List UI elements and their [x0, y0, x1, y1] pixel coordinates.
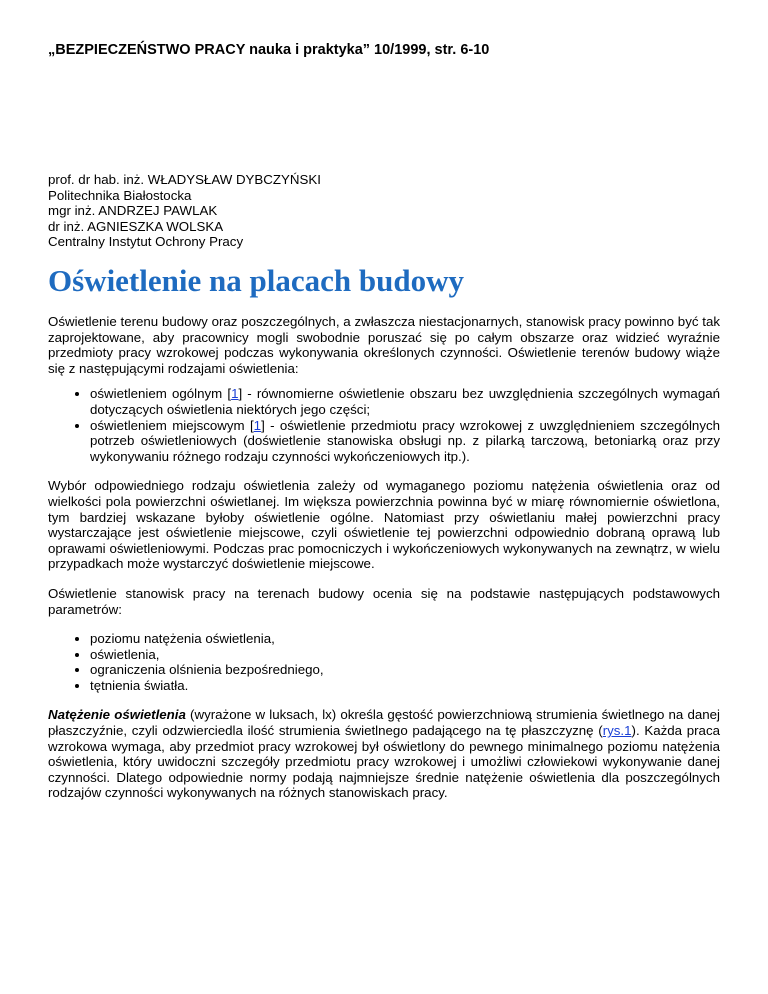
paragraph-parameters: Oświetlenie stanowisk pracy na terenach budowy ocenia się na podstawie następujących podstawowych parametrów: [48, 585, 720, 617]
affiliation-line: Politechnika Białostocka [48, 187, 192, 203]
list-item: • oświetlenia, [90, 647, 720, 663]
author-line: prof. dr hab. inż. WŁADYSŁAW DYBCZYŃSKI [48, 172, 321, 187]
author-line: dr inż. AGNIESZKA WOLSKA [48, 218, 224, 234]
reference-link[interactable]: 1 [253, 417, 262, 433]
figure-link[interactable]: rys.1 [602, 723, 632, 739]
list-item: • ograniczenia olśnienia bezpośredniego, [90, 662, 720, 678]
lighting-types-list [48, 386, 720, 464]
paragraph-illuminance: Natężenie oświetlenia (wyrażone w luksach, lx) określa gęstość powierzchniową strumienia świetlnego na danej płaszczyźnie, czyli odzwierciedla ilość strumienia świetlnego padającego na tę płaszczyznę (rys.1). Każda praca wzrokowa wymaga, aby przedmiot pracy wzrokowej był oświetlony do pewnego minimalnego poziomu natężenia oświetlenia, który uwidoczni szczegóły przedmiotu pracy wzrokowej i umożliwi człowiekowi wykonywanie danej czynności. Dlatego odpowiednie normy podają najmniejsze średnie natężenie oświetlenia dla poszczególnych rodzajów czynności wykonywanych na różnych stanowiskach pracy. [48, 707, 721, 801]
term-illuminance: Natężenie oświetlenia [48, 707, 186, 723]
list-item: • oświetleniem ogólnym [1] - równomierne oświetlenie obszaru bez uwzględnienia szczególnych wymagań dotyczących oświetlenia niektórych jego części; [90, 386, 720, 417]
list-item: • tętnienia światła. [90, 678, 720, 694]
paragraph-choice: Wybór odpowiedniego rodzaju oświetlenia zależy od wymaganego poziomu natężenia oświetlenia oraz od wielkości pola powierzchni oświetlanej. Im większa powierzchnia powinna być w miarę równomiernie oświetlona, tym bardziej wskazane byłoby oświetlenie ogólne. Natomiast przy oświetlaniu małej powierzchni pracy wystarczające jest oświetlenie miejscowe, czyli oświetlenie tej powierzchni odpowiednio dobraną oprawą lub oprawami oświetleniowymi. Podczas prac pomocniczych i wykończeniowych wykonywanych na zewnątrz, w wielu przypadkach może wystarczyć doświetlenie miejscowe. [48, 478, 720, 572]
article-title: Oświetlenie na placach budowy [48, 263, 464, 298]
reference-link[interactable]: 1 [231, 386, 239, 402]
affiliation-line: Centralny Instytut Ochrony Pracy [48, 234, 244, 250]
author-line: mgr inż. ANDRZEJ PAWLAK [48, 203, 218, 219]
paragraph-intro: Oświetlenie terenu budowy oraz poszczególnych, a zwłaszcza niestacjonarnych, stanowisk pracy powinno być tak zaprojektowane, aby pracownicy mogli swobodnie poruszać się po całym obszarze oraz widzieć wyraźnie przedmioty pracy wzrokowej podczas wykonywania określonych czynności. Oświetlenie terenów budowy wiąże się z następującymi rodzajami oświetlenia: [48, 314, 720, 376]
article-body [48, 314, 720, 801]
author-block [48, 172, 321, 250]
list-item: • oświetleniem miejscowym [1] - oświetlenie przedmiotu pracy wzrokowej z uwzględnieniem szczególnych potrzeb oświetleniowych (doświetlenie stanowiska obsługi np. z pilarką tarczową, betoniarką oraz przy wykonywaniu różnego rodzaju czynności wykończeniowych itp.). [90, 418, 720, 465]
parameters-list [48, 631, 720, 693]
journal-header: „BEZPIECZEŃSTWO PRACY nauka i praktyka” 10/1999, str. 6-10 [48, 42, 490, 58]
list-item: • poziomu natężenia oświetlenia, [90, 631, 720, 647]
